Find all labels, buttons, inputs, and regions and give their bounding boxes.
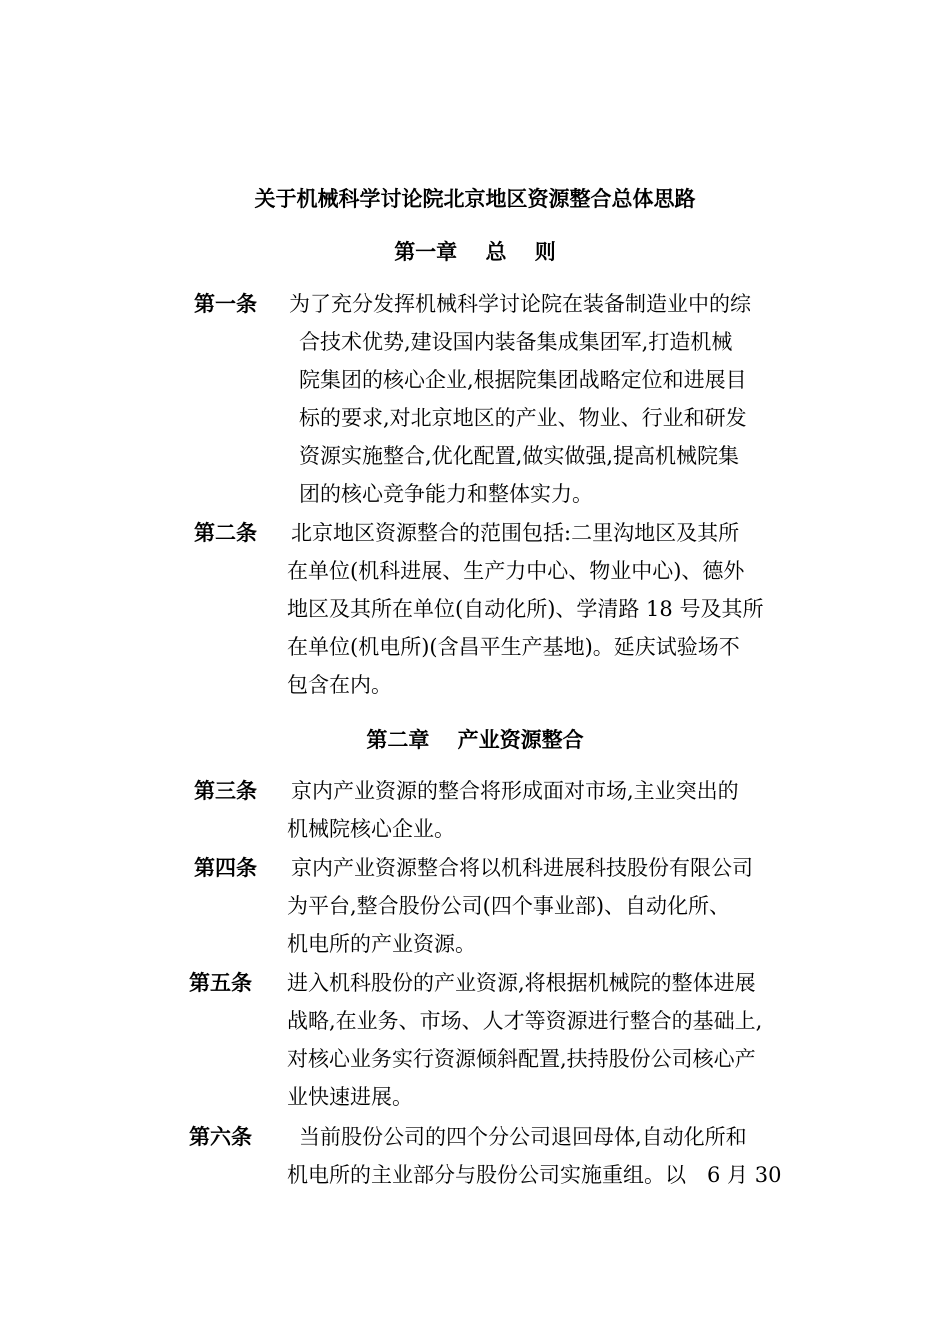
article-1-line-6: 团的核心竞争能力和整体实力。 — [299, 482, 593, 506]
article-1-label: 第一条 — [194, 292, 257, 316]
chapter-2-heading: 第二章 产业资源整合 — [366, 728, 584, 752]
article-6-line-2: 机电所的主业部分与股份公司实施重组。以 6 月 30 — [287, 1163, 782, 1187]
article-1-line-4: 标的要求,对北京地区的产业、物业、行业和研发 — [299, 406, 747, 430]
article-2-line-3: 地区及其所在单位(自动化所)、学清路 18 号及其所 — [287, 597, 764, 621]
article-2-line-1: 北京地区资源整合的范围包括:二里沟地区及其所 — [291, 521, 740, 545]
article-5-label: 第五条 — [189, 971, 252, 995]
article-2-line-5: 包含在内。 — [287, 673, 392, 697]
article-6-label: 第六条 — [189, 1125, 252, 1149]
article-2-line-2: 在单位(机科进展、生产力中心、物业中心)、德外 — [287, 559, 745, 583]
article-4-line-2: 为平台,整合股份公司(四个事业部)、自动化所、 — [287, 894, 731, 918]
document-title: 关于机械科学讨论院北京地区资源整合总体思路 — [254, 187, 696, 211]
chapter-1-heading: 第一章 总 则 — [394, 240, 556, 264]
article-2-label: 第二条 — [194, 521, 257, 545]
article-3-line-1: 京内产业资源的整合将形成面对市场,主业突出的 — [291, 779, 739, 803]
article-5-line-2: 战略,在业务、市场、人才等资源进行整合的基础上, — [287, 1009, 763, 1033]
article-3-label: 第三条 — [194, 779, 257, 803]
article-3-line-2: 机械院核心企业。 — [287, 817, 455, 841]
article-1-line-3: 院集团的核心企业,根据院集团战略定位和进展目 — [299, 368, 747, 392]
article-5-line-4: 业快速进展。 — [287, 1085, 413, 1109]
article-1-line-2: 合技术优势,建设国内装备集成集团军,打造机械 — [299, 330, 733, 354]
article-5-line-1: 进入机科股份的产业资源,将根据机械院的整体进展 — [287, 971, 756, 995]
article-1-line-1: 为了充分发挥机械科学讨论院在装备制造业中的综 — [289, 292, 751, 316]
article-1-line-5: 资源实施整合,优化配置,做实做强,提高机械院集 — [299, 444, 740, 468]
article-6-line-1: 当前股份公司的四个分公司退回母体,自动化所和 — [299, 1125, 747, 1149]
article-4-line-3: 机电所的产业资源。 — [287, 932, 476, 956]
article-2-line-4: 在单位(机电所)(含昌平生产基地)。延庆试验场不 — [287, 635, 740, 659]
article-4-label: 第四条 — [194, 856, 257, 880]
article-5-line-3: 对核心业务实行资源倾斜配置,扶持股份公司核心产 — [287, 1047, 756, 1071]
article-4-line-1: 京内产业资源整合将以机科进展科技股份有限公司 — [291, 856, 753, 880]
